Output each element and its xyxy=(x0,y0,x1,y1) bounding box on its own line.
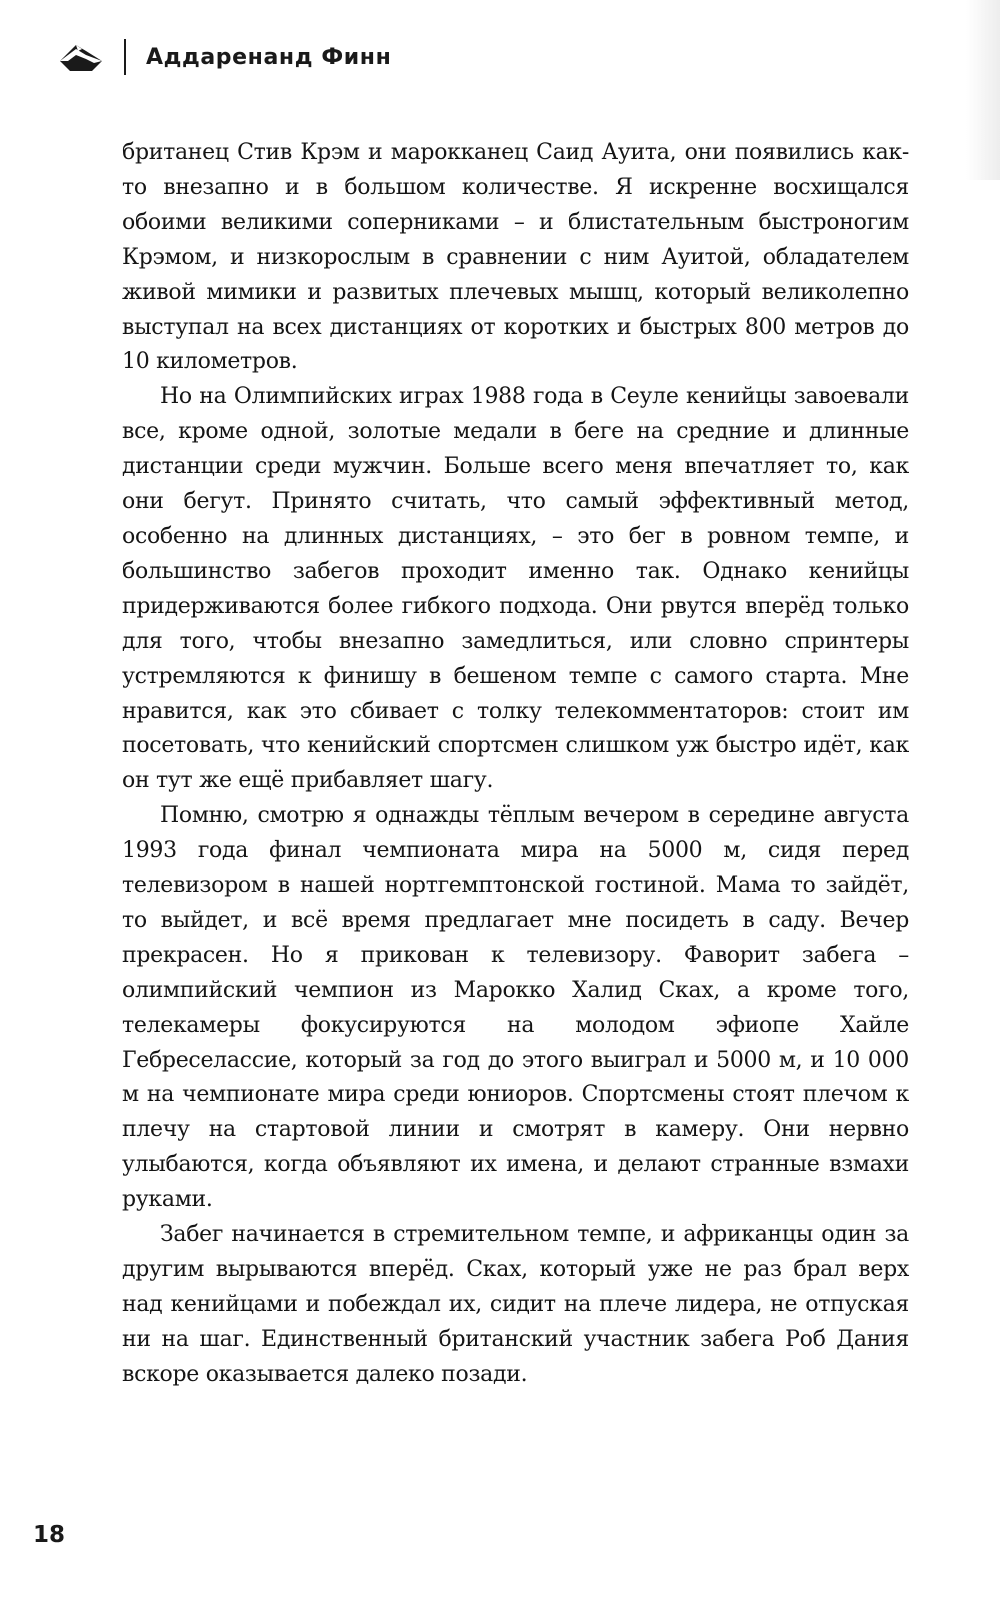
paragraph-1: британец Стив Крэм и марокканец Саид Ауита, они появились как-то внезапно и в большом количестве. Я искренне восхищался обоими великими соперниками – и блистательным быстроногим Крэмом, и низкорослым в сравнении с ним Ауитой, обладателем живой мимики и развитых плечевых мышц, который великолепно выступал на всех дистанциях от коротких и быстрых 800 метров до 10 километров. xyxy=(122,140,909,375)
header-divider xyxy=(124,39,126,75)
page-edge-shadow xyxy=(966,0,1000,180)
paragraph-3: Помню, смотрю я однажды тёплым вечером в середине августа 1993 года финал чемпионата мира на 5000 м, сидя перед телевизором в нашей нортгемптонской гостиной. Мама то зайдёт, то выйдет, и всё время предлагает мне посидеть в саду. Вечер прекрасен. Но я прикован к телевизору. Фаворит забега – олимпийский чемпион из Марокко Халид Сках, а кроме того, телекамеры фокусируются на молодом эфиопе Хайле Гебреселассие, который за год до этого выиграл и 5000 м, и 10 000 м на чемпионате мира среди юниоров. Спортсмены стоят плечом к плечу на стартовой линии и смотрят в камеру. Они нервно улыбаются, когда объявляют их имена, и делают странные взмахи руками. xyxy=(122,803,909,1213)
author-name: Аддаренанд Финн xyxy=(146,44,392,70)
page-number: 18 xyxy=(33,1522,66,1548)
paragraph-2: Но на Олимпийских играх 1988 года в Сеуле кенийцы завоевали все, кроме одной, золотые медали в беге на средние и длинные дистанции среди мужчин. Больше всего меня впечатляет то, как они бегут. Принято считать, что самый эффективный метод, особенно на длинных дистанциях, – это бег в ровном темпе, и большинство забегов проходит именно так. Однако кенийцы придерживаются более гибкого подхода. Они рвутся вперёд только для того, чтобы внезапно замедлиться, или словно спринтеры устремляются к финишу в бешеном темпе с самого старта. Мне нравится, как это сбивает с толку телекомментаторов: стоит им посетовать, что кенийский спортсмен слишком уж быстро идёт, как он тут же ещё прибавляет шагу. xyxy=(122,384,909,794)
body-text xyxy=(122,136,909,1393)
running-header xyxy=(56,32,391,82)
paragraph-4: Забег начинается в стремительном темпе, и африканцы один за другим вырываются вперёд. Сках, который уже не раз брал верх над кенийцами и побеждал их, сидит на плече лидера, не отпуская ни на шаг. Единственный британский участник забега Роб Дания вскоре оказывается далеко позади. xyxy=(122,1222,909,1387)
mountain-peak-icon xyxy=(56,39,106,75)
